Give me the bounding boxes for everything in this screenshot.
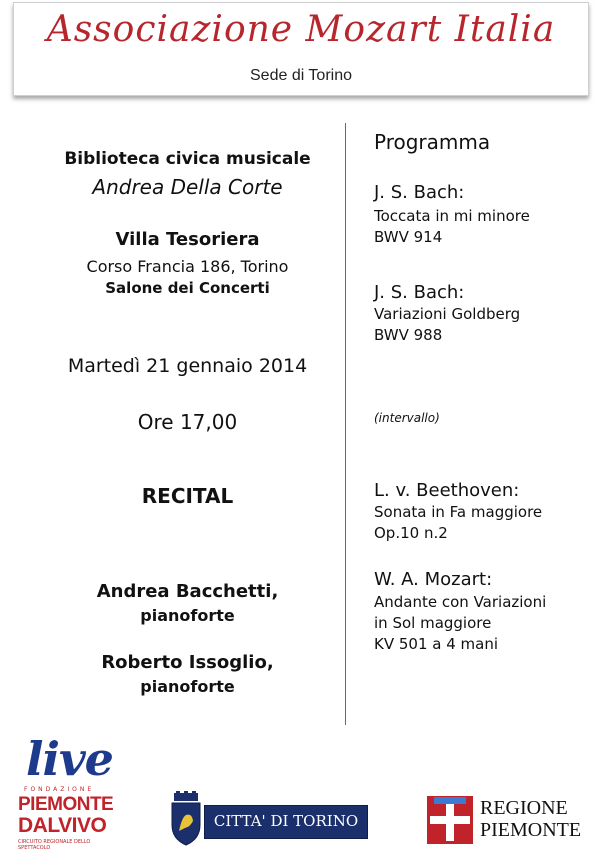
program-intermission: (intervallo) (374, 411, 440, 425)
program-piece-line: Toccata in mi minore (374, 207, 530, 225)
program-composer: J. S. Bach: (374, 182, 465, 203)
torino-crest-icon (168, 791, 204, 847)
regione-piemonte-emblem-icon (426, 795, 474, 845)
regione-label-line2: PIEMONTE (480, 819, 582, 841)
torino-label-box (204, 805, 368, 839)
performer-name: Roberto Issoglio, (101, 652, 274, 673)
program-title: Programma (374, 130, 491, 154)
program-piece-line: in Sol maggiore (374, 614, 492, 632)
program-piece-line: BWV 988 (374, 326, 443, 344)
event-date: Martedì 21 gennaio 2014 (67, 355, 308, 377)
event-time: Ore 17,00 (137, 410, 238, 434)
program-composer: W. A. Mozart: (374, 569, 493, 590)
venue-hall: Salone dei Concerti (105, 279, 270, 297)
program-piece-line: Andante con Variazioni (374, 593, 547, 611)
villa-name: Villa Tesoriera (115, 229, 260, 250)
performer-name: Andrea Bacchetti, (96, 581, 279, 602)
header-banner (13, 2, 589, 96)
citta-di-torino-logo (168, 791, 368, 847)
column-divider (345, 123, 346, 725)
performer-instrument: pianoforte (140, 606, 235, 625)
live-dalvivo-label: DALVIVO (18, 814, 107, 837)
program-piece-line: Sonata in Fa maggiore (374, 503, 543, 521)
venue-address: Corso Francia 186, Torino (86, 257, 289, 276)
program-composer: J. S. Bach: (374, 282, 465, 303)
performer-instrument: pianoforte (140, 677, 235, 696)
program-composer: L. v. Beethoven: (374, 480, 520, 501)
torino-label: CITTA' DI TORINO (213, 812, 359, 830)
association-title: Associazione Mozart Italia (46, 9, 556, 50)
live-tagline: CIRCUITO REGIONALE DELLO SPETTACOLO (18, 839, 91, 851)
live-fondazione-label: FONDAZIONE (24, 786, 95, 793)
program-piece-line: KV 501 a 4 mani (374, 635, 499, 653)
program-piece-line: Variazioni Goldberg (374, 305, 521, 323)
piemonte-dal-vivo-logo (18, 732, 118, 851)
live-piemonte-label: PIEMONTE (18, 794, 114, 815)
regione-piemonte-logo (426, 795, 591, 847)
regione-label (480, 797, 581, 841)
program-piece-line: BWV 914 (374, 228, 443, 246)
library-dedication: Andrea Della Corte (92, 175, 283, 199)
live-wordmark: live (26, 732, 113, 786)
program-piece-line: Op.10 n.2 (374, 524, 448, 542)
association-subtitle: Sede di Torino (250, 67, 352, 84)
library-name: Biblioteca civica musicale (64, 149, 311, 169)
event-type: RECITAL (141, 484, 234, 508)
regione-label-line1: REGIONE (480, 797, 568, 819)
